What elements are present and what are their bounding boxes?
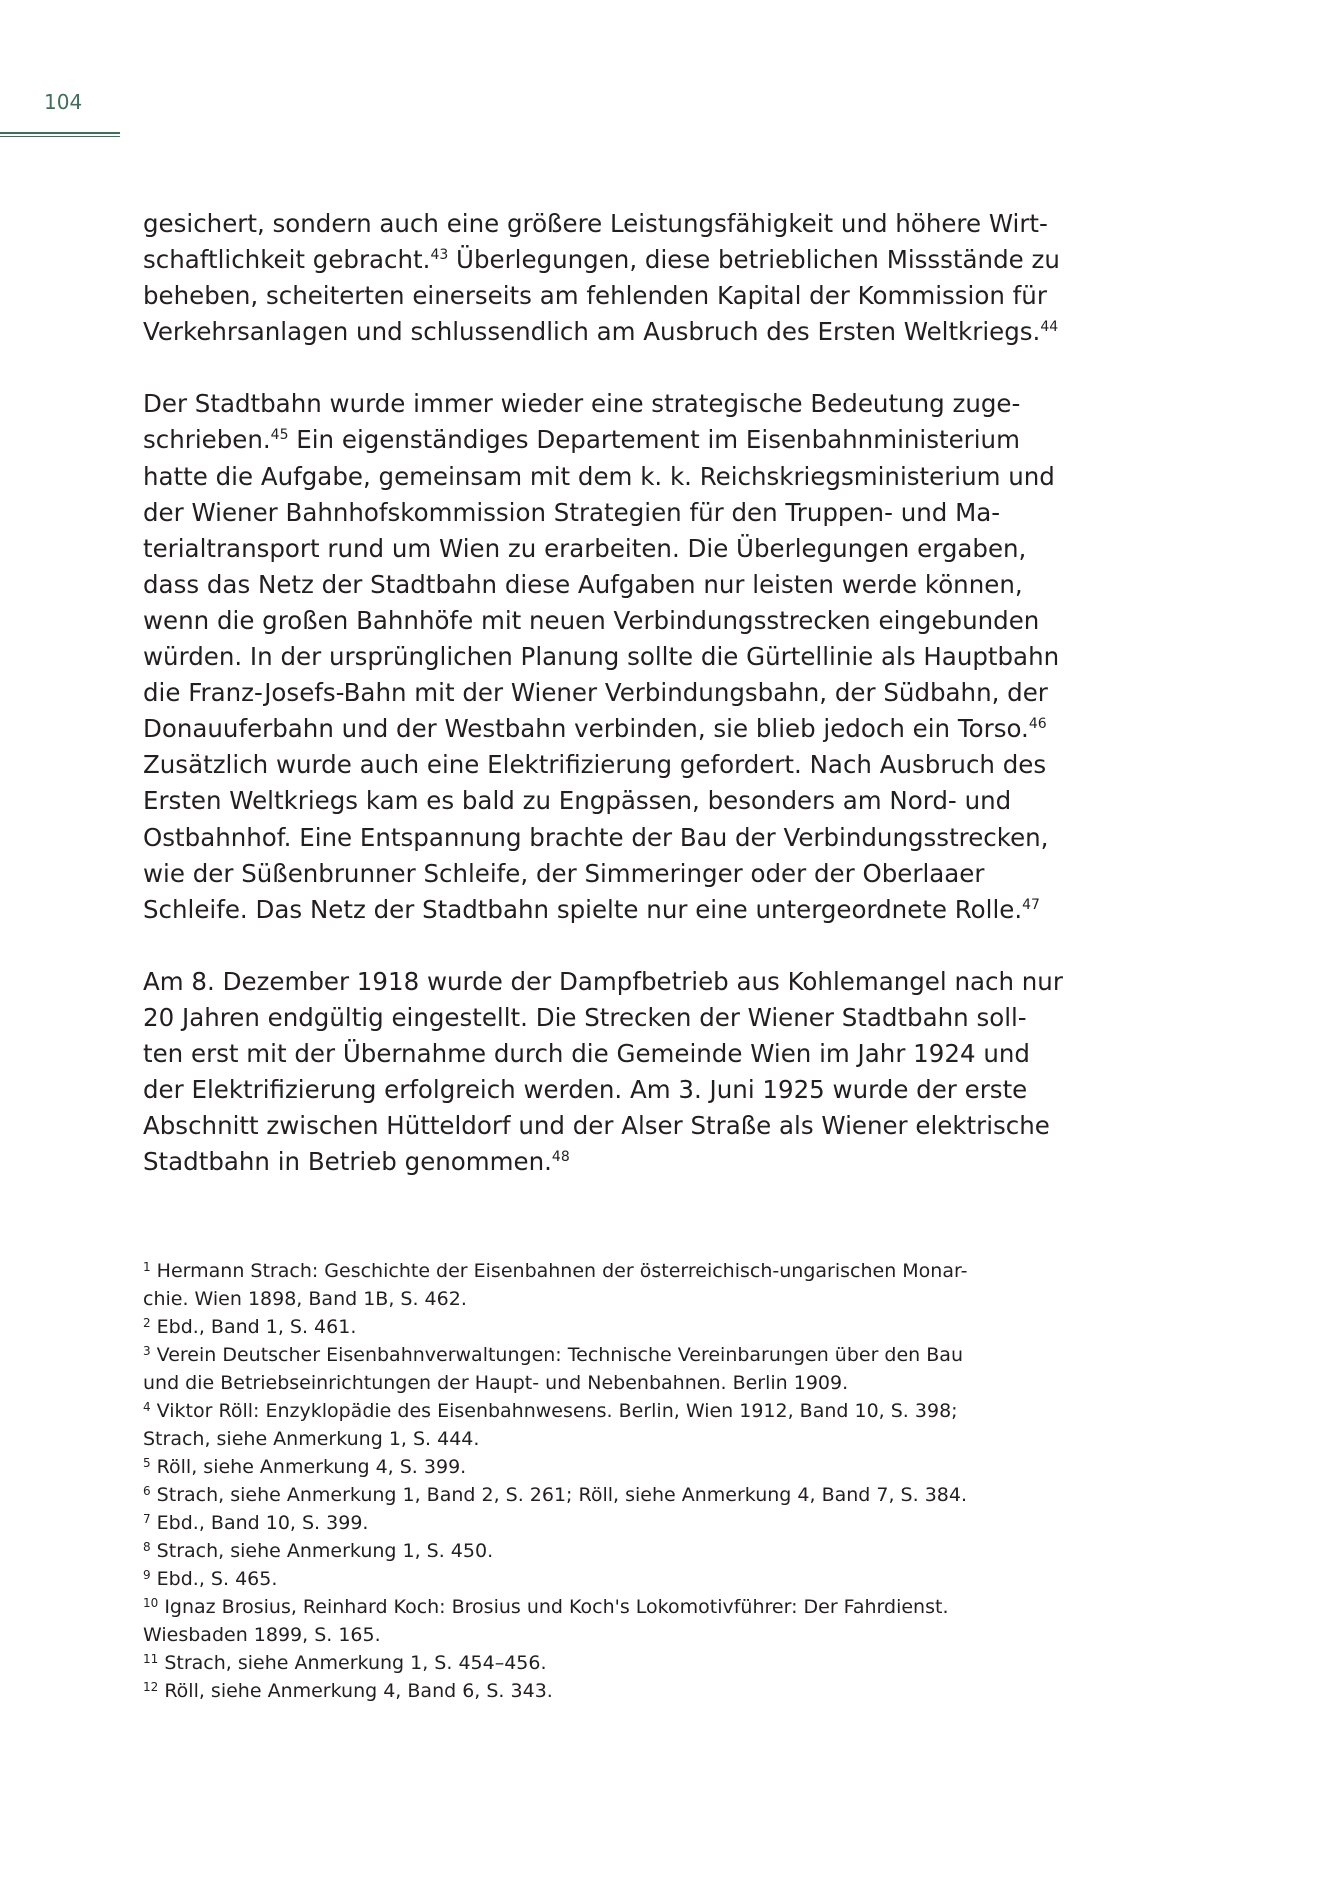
text-line [143, 856, 1043, 892]
text-line [143, 242, 1060, 278]
line-text: gesichert, sondern auch eine größere Leistungsfähigkeit und höhere Wirt- [143, 209, 1048, 238]
footnote-text: Strach, siehe Anmerkung 1, S. 444. [143, 1428, 480, 1450]
text-line [143, 892, 1043, 928]
body-text [143, 206, 1063, 1216]
text-line [143, 1036, 1043, 1072]
footnote-number: 11 [143, 1652, 159, 1666]
footnote-line [143, 1677, 1043, 1705]
footnote-text: Strach, siehe Anmerkung 1, S. 450. [150, 1540, 494, 1562]
footnote-number: 2 [143, 1316, 151, 1330]
footnote-line [143, 1369, 1043, 1397]
text-line [143, 314, 1059, 350]
footnote-line [143, 1565, 1043, 1593]
footnote-number: 9 [143, 1568, 151, 1582]
line-text: ten erst mit der Übernahme durch die Gemeinde Wien im Jahr 1924 und [143, 1038, 1030, 1068]
text-line [143, 675, 1048, 711]
line-text: Ersten Weltkriegs kam es bald zu Engpässen, besonders am Nord- und [143, 786, 1012, 816]
footnote-number: 1 [143, 1260, 151, 1274]
footnote-text: Ebd., S. 465. [150, 1568, 278, 1590]
text-line [143, 567, 1043, 603]
line-text: Stadtbahn in Betrieb genommen. [143, 1147, 552, 1177]
text-line [143, 747, 1047, 783]
line-text: hatte die Aufgabe, gemeinsam mit dem k. k. Reichskriegsministerium und [143, 461, 1055, 491]
footnote-text: Strach, siehe Anmerkung 1, Band 2, S. 261; Röll, siehe Anmerkung 4, Band 7, S. 384. [150, 1484, 968, 1506]
line-text: Verkehrsanlagen und schlussendlich am Ausbruch des Ersten Weltkriegs. [143, 317, 1041, 347]
line-text: wenn die großen Bahnhöfe mit neuen Verbindungsstrecken eingebunden [143, 605, 1040, 635]
text-line [143, 1000, 1043, 1036]
footnote-line [143, 1593, 1043, 1621]
footnote-number: 4 [143, 1400, 151, 1414]
footnote-text: Röll, siehe Anmerkung 4, Band 6, S. 343. [158, 1680, 553, 1702]
footnote-number: 10 [143, 1596, 159, 1610]
line-text: der Wiener Bahnhofskommission Strategien für den Truppen- und Ma- [143, 497, 1001, 527]
text-line [143, 278, 1047, 314]
text-line [143, 820, 1049, 856]
footnote-number: 5 [143, 1456, 151, 1470]
footnote-text: Röll, siehe Anmerkung 4, S. 399. [150, 1456, 467, 1478]
footnote-number: 12 [143, 1680, 159, 1694]
footnote-line [143, 1453, 1043, 1481]
footnotes [143, 1257, 1043, 1705]
footnote-line [143, 1621, 1043, 1649]
footnote-reference[interactable]: 44 [1040, 319, 1059, 336]
footnote-text: und die Betriebseinrichtungen der Haupt- und Nebenbahnen. Berlin 1909. [143, 1372, 849, 1394]
line-text: beheben, scheiterten einerseits am fehlenden Kapital der Kommission für [143, 281, 1047, 311]
paragraph [143, 206, 1060, 350]
text-line [143, 639, 1060, 675]
text-line [143, 495, 1043, 531]
footnote-line [143, 1257, 1043, 1285]
text-line [143, 1072, 1043, 1108]
line-text: wie der Süßenbrunner Schleife, der Simmeringer oder der Oberlaaer [143, 858, 985, 888]
text-line [143, 964, 1063, 1000]
footnote-text: chie. Wien 1898, Band 1B, S. 462. [143, 1288, 467, 1310]
line-text: schrieben. [143, 425, 271, 455]
footnote-number: 6 [143, 1484, 151, 1498]
text-line [143, 206, 1048, 242]
paragraph [143, 964, 1063, 1181]
footnote-line [143, 1397, 1043, 1425]
footnote-text: Viktor Röll: Enzyklopädie des Eisenbahnwesens. Berlin, Wien 1912, Band 10, S. 398; [150, 1400, 958, 1422]
line-text: Der Stadtbahn wurde immer wieder eine strategische Bedeutung zuge- [143, 389, 1021, 419]
line-text: 20 Jahren endgültig eingestellt. Die Strecken der Wiener Stadtbahn soll- [143, 1002, 1027, 1032]
footnote-reference[interactable]: 43 [430, 247, 449, 264]
footnote-number: 3 [143, 1344, 151, 1358]
text-line [143, 459, 1055, 495]
footnote-line [143, 1285, 1043, 1313]
footnote-reference[interactable]: 47 [1022, 896, 1040, 913]
paragraph [143, 386, 1060, 927]
line-text: Donauuferbahn und der Westbahn verbinden, sie blieb jedoch ein Torso. [143, 714, 1029, 744]
footnote-text: Ebd., Band 10, S. 399. [150, 1512, 369, 1534]
header-rule-thin [0, 136, 120, 137]
footnote-text: Verein Deutscher Eisenbahnverwaltungen: Technische Vereinbarungen über den Bau [150, 1344, 963, 1366]
line-text: der Elektrifizierung erfolgreich werden. Am 3. Juni 1925 wurde der erste [143, 1075, 1028, 1105]
line-text: Abschnitt zwischen Hütteldorf und der Alser Straße als Wiener elektrische [143, 1111, 1050, 1141]
line-text: terialtransport rund um Wien zu erarbeiten. Die Überlegungen ergaben, [143, 533, 1027, 563]
footnote-line [143, 1649, 1043, 1677]
footnote-reference[interactable]: 48 [551, 1149, 570, 1166]
footnote-reference[interactable]: 45 [270, 427, 289, 444]
footnote-text: Hermann Strach: Geschichte der Eisenbahnen der österreichisch-ungarischen Monar- [150, 1260, 968, 1282]
footnote-text: Wiesbaden 1899, S. 165. [143, 1624, 381, 1646]
line-text-continued: Überlegungen, diese betrieblichen Missstände zu [448, 245, 1060, 275]
page-number: 104 [44, 90, 83, 114]
footnote-text: Ebd., Band 1, S. 461. [150, 1316, 357, 1338]
footnote-line [143, 1425, 1043, 1453]
line-text: Zusätzlich wurde auch eine Elektrifizierung gefordert. Nach Ausbruch des [143, 750, 1047, 780]
line-text: Am 8. Dezember 1918 wurde der Dampfbetrieb aus Kohlemangel nach nur [143, 966, 1063, 996]
header-rule [0, 132, 120, 134]
text-line [143, 711, 1047, 747]
line-text: Schleife. Das Netz der Stadtbahn spielte nur eine untergeordnete Rolle. [143, 894, 1023, 924]
line-text: würden. In der ursprünglichen Planung sollte die Gürtellinie als Hauptbahn [143, 642, 1060, 672]
footnote-text: Strach, siehe Anmerkung 1, S. 454–456. [158, 1652, 547, 1674]
footnote-line [143, 1313, 1043, 1341]
footnote-reference[interactable]: 46 [1028, 716, 1047, 733]
footnote-text: Ignaz Brosius, Reinhard Koch: Brosius und Koch's Lokomotivführer: Der Fahrdienst. [158, 1596, 949, 1618]
line-text: dass das Netz der Stadtbahn diese Aufgaben nur leisten werde können, [143, 569, 1023, 599]
footnote-line [143, 1509, 1043, 1537]
text-line [143, 1144, 1043, 1180]
text-line [143, 603, 1043, 639]
text-line [143, 1108, 1050, 1144]
footnote-number: 7 [143, 1512, 151, 1526]
line-text: Ostbahnhof. Eine Entspannung brachte der Bau der Verbindungsstrecken, [143, 822, 1049, 852]
line-text: schaftlichkeit gebracht. [143, 245, 431, 275]
line-text: die Franz-Josefs-Bahn mit der Wiener Verbindungsbahn, der Südbahn, der [143, 678, 1048, 708]
text-line [143, 386, 1043, 422]
text-line [143, 531, 1043, 567]
line-text-continued: Ein eigenständiges Departement im Eisenbahnministerium [288, 425, 1020, 455]
footnote-line [143, 1341, 1043, 1369]
footnote-number: 8 [143, 1540, 151, 1554]
footnote-line [143, 1481, 1043, 1509]
text-line [143, 783, 1043, 819]
text-line [143, 422, 1043, 458]
footnote-line [143, 1537, 1043, 1565]
